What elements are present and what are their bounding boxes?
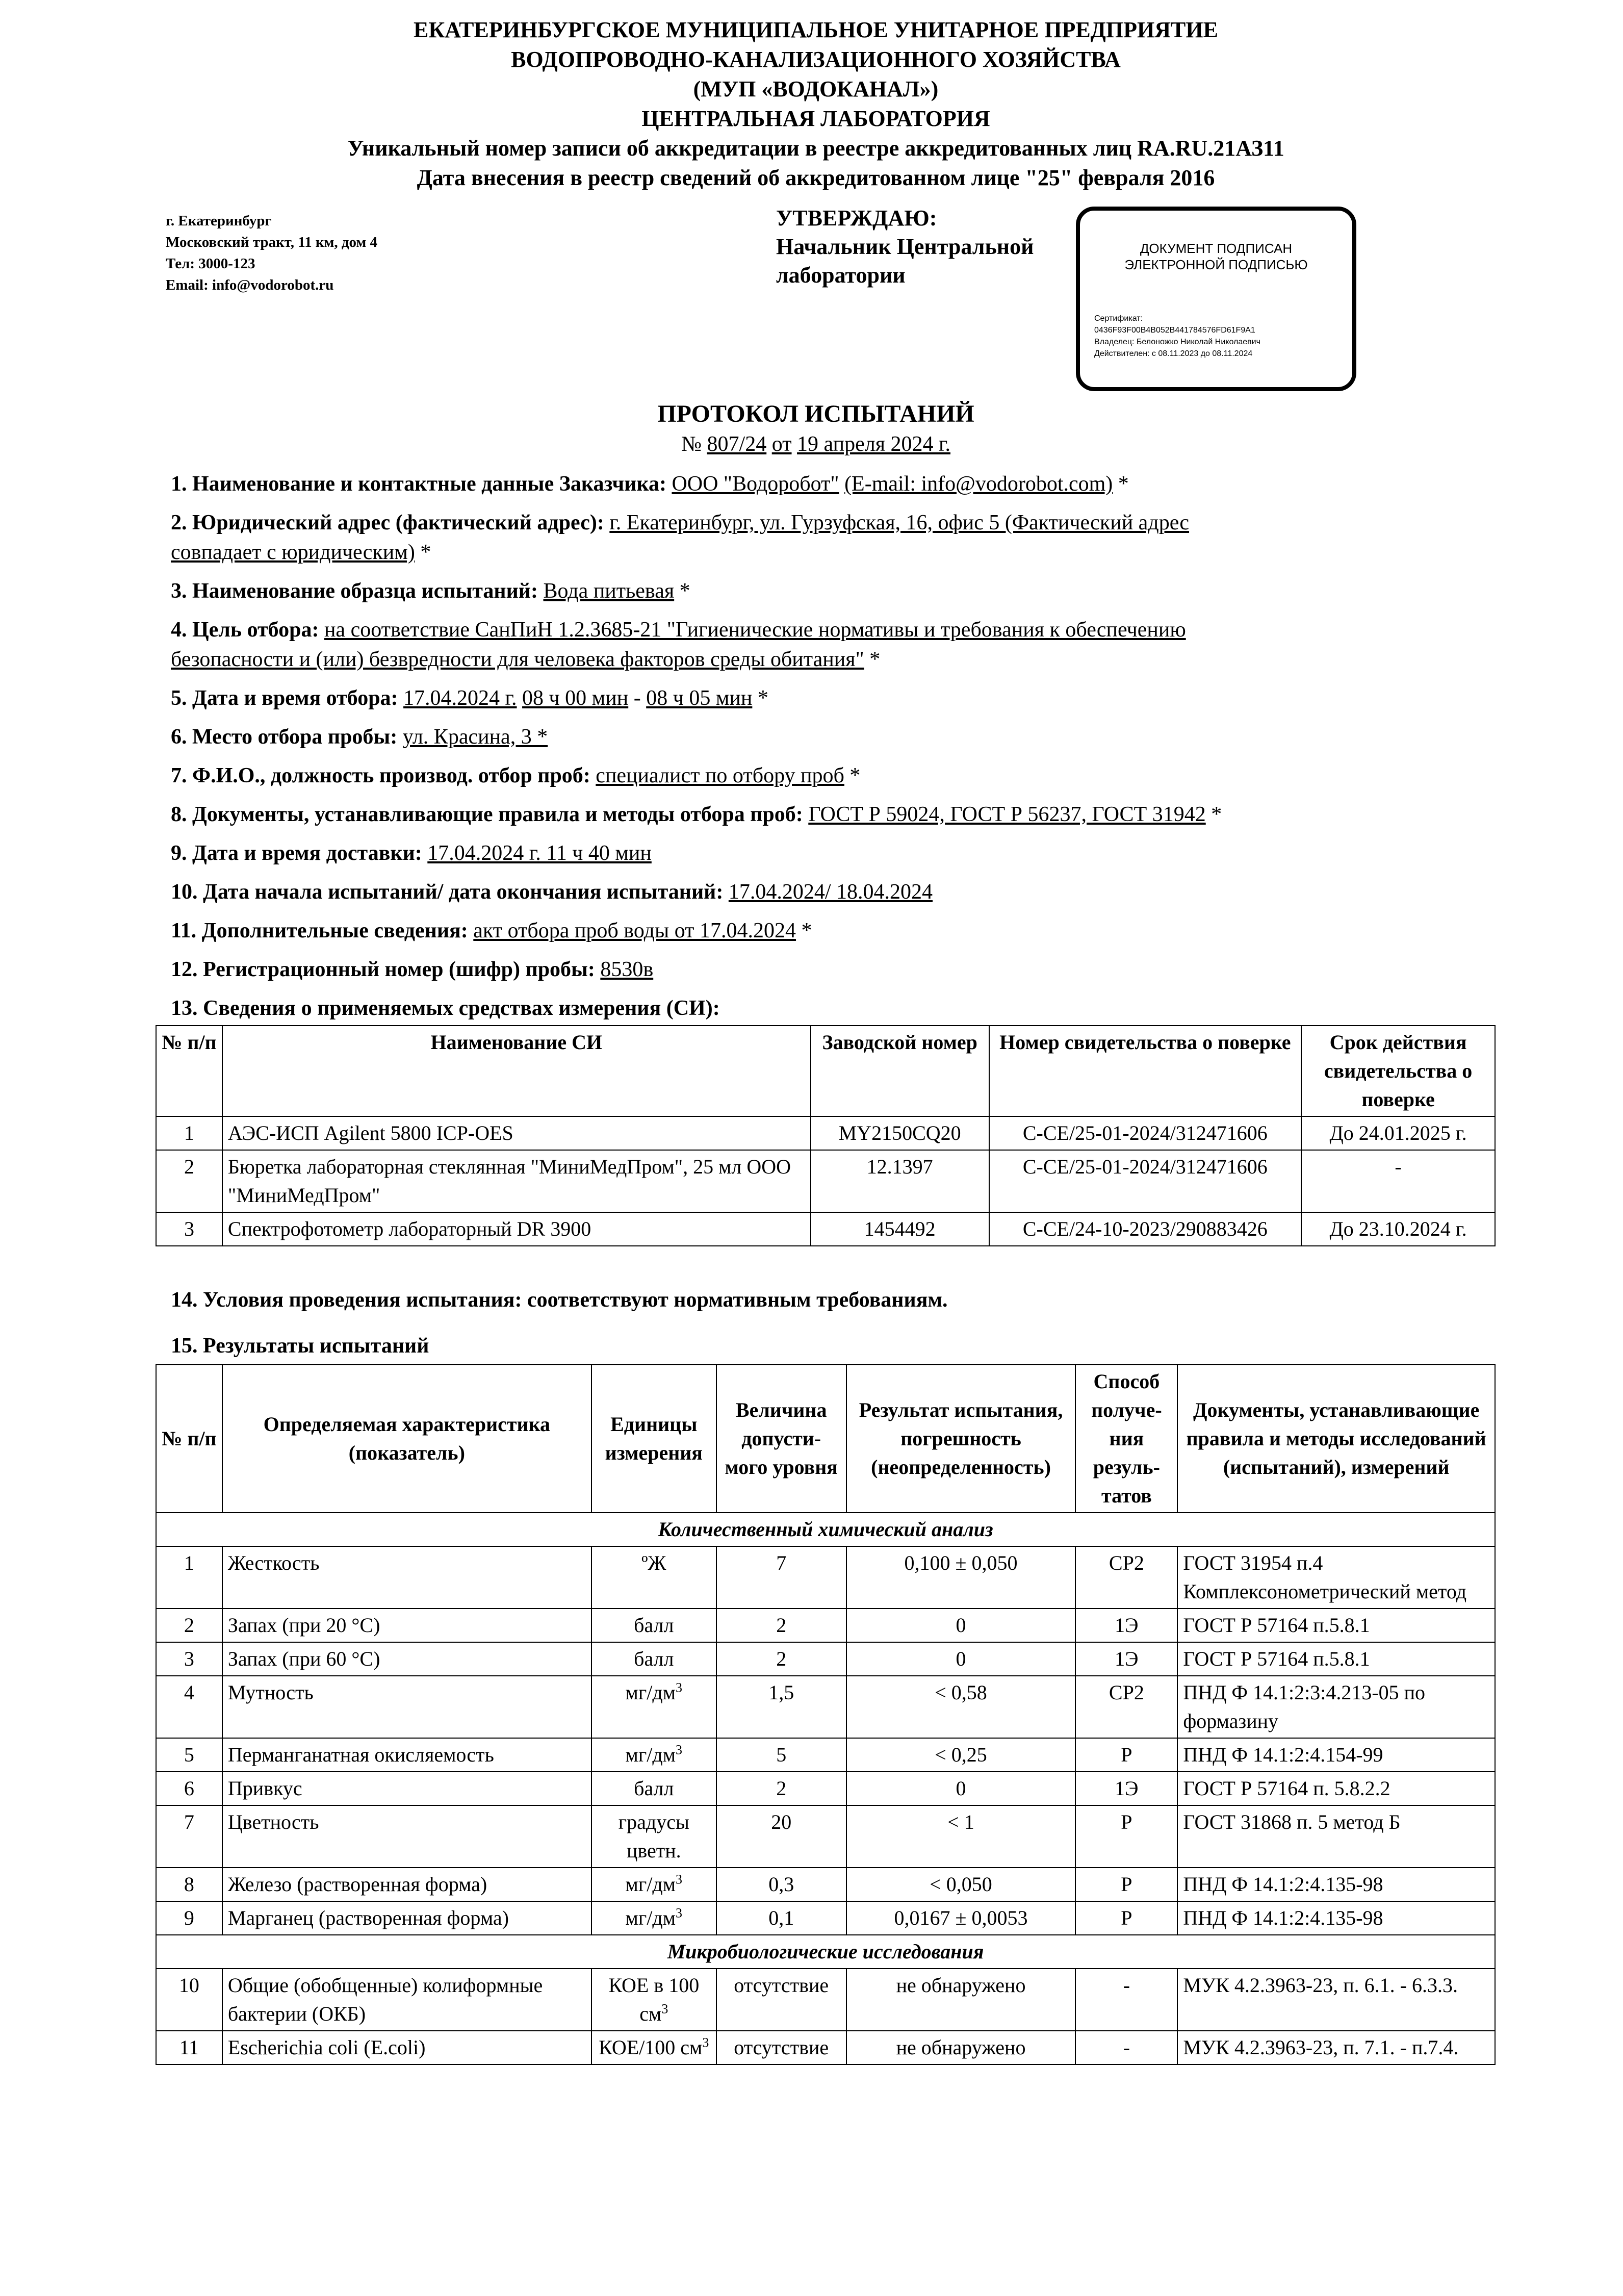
table-row: 1 АЭС-ИСП Agilent 5800 ICP-OES MY2150CQ20 С-СЕ/25-01-2024/312471606 До 24.01.2025 г. [156, 1116, 1495, 1150]
cell-doc: ПНД Ф 14.1:2:3:4.213-05 по формазину [1177, 1676, 1495, 1738]
cell-n: 5 [156, 1738, 222, 1772]
cell-doc: ГОСТ Р 57164 п.5.8.1 [1177, 1609, 1495, 1642]
table-row [156, 1901, 1495, 1935]
cell-result: < 1 [846, 1805, 1076, 1868]
approve-line: Начальник Центральной [776, 234, 1034, 259]
cell-n: 11 [156, 2031, 222, 2064]
address-street: Московский тракт, 11 км, дом 4 [166, 234, 377, 250]
cell-result: 0 [846, 1609, 1076, 1642]
item-sampling-datetime: 5. Дата и время отбора: 17.04.2024 г. 08 ч 00 мин - 08 ч 05 мин * [171, 686, 768, 710]
unit-superscript: 3 [676, 1680, 683, 1695]
cell-result: 0,0167 ± 0,0053 [846, 1901, 1076, 1935]
cell-doc: ГОСТ 31954 п.4 Комплексонометрический метод [1177, 1546, 1495, 1609]
cell-limit: 0,3 [716, 1868, 846, 1901]
cell-unit: балл [591, 1772, 716, 1805]
item-sampling-place: 6. Место отбора пробы: ул. Красина, 3 * [171, 725, 548, 749]
cell-n: 10 [156, 1969, 222, 2031]
cell-method: 1Э [1075, 1642, 1177, 1676]
cell-doc: ПНД Ф 14.1:2:4.135-98 [1177, 1868, 1495, 1901]
cell-name: Escherichia coli (E.coli) [222, 2031, 591, 2064]
column-header: № п/п [156, 1026, 222, 1116]
table-row [156, 1805, 1495, 1868]
item-registration-number: 12. Регистрационный номер (шифр) пробы: 8530в [171, 958, 654, 981]
cell-unit: ºЖ [591, 1546, 716, 1609]
cell-name: Запах (при 60 °С) [222, 1642, 591, 1676]
cell-result: < 0,58 [846, 1676, 1076, 1738]
cell-method: Р [1075, 1738, 1177, 1772]
cell-limit: 20 [716, 1805, 846, 1868]
cell-unit: балл [591, 1642, 716, 1676]
header-line: Дата внесения в реестр сведений об аккредитованном лице "25" февраля 2016 [417, 165, 1215, 190]
header-line: ЦЕНТРАЛЬНАЯ ЛАБОРАТОРИЯ [641, 106, 990, 131]
header-line: (МУП «ВОДОКАНАЛ») [693, 76, 939, 101]
cell-result: < 0,25 [846, 1738, 1076, 1772]
column-header: Величина допусти-мого уровня [716, 1365, 846, 1513]
cell-method: 1Э [1075, 1609, 1177, 1642]
stamp-cert-label: Сертификат: [1094, 314, 1143, 323]
cell-n: 1 [156, 1546, 222, 1609]
item-customer: 1. Наименование и контактные данные Заказчика: ООО "Водоробот" (E-mail: info@vodorobot.com) * [171, 472, 1129, 496]
cell-doc: ГОСТ Р 57164 п.5.8.1 [1177, 1642, 1495, 1676]
item-additional-info: 11. Дополнительные сведения: акт отбора проб воды от 17.04.2024 * [171, 919, 812, 942]
item-delivery: 9. Дата и время доставки: 17.04.2024 г. 11 ч 40 мин [171, 841, 652, 865]
item-sampling-purpose: 4. Цель отбора: на соответствие СанПиН 1.2.3685-21 "Гигиенические нормативы и требования к обеспечению безопасности и (или) безвредности для человека факторов среды обитания" * [171, 618, 1186, 671]
cell-method: Р [1075, 1901, 1177, 1935]
cell-name: Марганец (растворенная форма) [222, 1901, 591, 1935]
lab-address [166, 210, 377, 296]
cell-doc: ПНД Ф 14.1:2:4.135-98 [1177, 1901, 1495, 1935]
table-row [156, 1676, 1495, 1738]
item-legal-address: 2. Юридический адрес (фактический адрес): г. Екатеринбург, ул. Гурзуфская, 16, офис 5 (Фактический адрес совпадает с юридическим) * [171, 511, 1190, 564]
cell-method: СР2 [1075, 1676, 1177, 1738]
column-header: Результат испытания, погрешность (неопределенность) [846, 1365, 1076, 1513]
item-results-heading: 15. Результаты испытаний [171, 1334, 429, 1358]
column-header: Заводской номер [811, 1026, 989, 1116]
cell-method: Р [1075, 1868, 1177, 1901]
table-header-row [156, 1026, 1495, 1116]
cell-name: Привкус [222, 1772, 591, 1805]
cell-n: 8 [156, 1868, 222, 1901]
approve-line: лаборатории [776, 263, 906, 288]
stamp-title: ДОКУМЕНТ ПОДПИСАН ЭЛЕКТРОННОЙ ПОДПИСЬЮ [1124, 241, 1308, 272]
table-header-row [156, 1365, 1495, 1513]
cell-doc: МУК 4.2.3963-23, п. 7.1. - п.7.4. [1177, 2031, 1495, 2064]
e-signature-stamp [1076, 207, 1356, 391]
table-row: 3 Спектрофотометр лабораторный DR 3900 1454492 С-СЕ/24-10-2023/290883426 До 23.10.2024 г. [156, 1212, 1495, 1246]
cell-n: 9 [156, 1901, 222, 1935]
cell-limit: отсутствие [716, 2031, 846, 2064]
cell-name: Железо (растворенная форма) [222, 1868, 591, 1901]
unit-superscript: 3 [676, 1872, 683, 1887]
cell-limit: 5 [716, 1738, 846, 1772]
item-test-conditions: 14. Условия проведения испытания: соответствуют нормативным требованиям. [171, 1288, 948, 1312]
cell-method: - [1075, 1969, 1177, 2031]
cell-result: 0 [846, 1642, 1076, 1676]
cell-name: Перманганатная окисляемость [222, 1738, 591, 1772]
cell-name: Мутность [222, 1676, 591, 1738]
cell-unit: КОЕ в 100 $см^3$ [591, 1969, 716, 2031]
cell-unit: балл [591, 1609, 716, 1642]
cell-result: 0 [846, 1772, 1076, 1805]
item-si-heading: 13. Сведения о применяемых средствах измерения (СИ): [171, 997, 720, 1020]
column-header: Документы, устанавливающие правила и методы исследований (испытаний), измерений [1177, 1365, 1495, 1513]
column-header: Номер свидетельства о поверке [989, 1026, 1302, 1116]
cell-name: Жесткость [222, 1546, 591, 1609]
cell-result: 0,100 ± 0,050 [846, 1546, 1076, 1609]
cell-n: 3 [156, 1642, 222, 1676]
organization-header [153, 15, 1479, 193]
cell-limit: 1,5 [716, 1676, 846, 1738]
protocol-number: № 807/24 от 19 апреля 2024 г. [681, 432, 951, 456]
stamp-cert: 0436F93F00B4B052B441784576FD61F9A1 [1094, 326, 1255, 335]
cell-unit: $мг/дм^3$ [591, 1901, 716, 1935]
approval-block [776, 204, 1034, 290]
cell-unit: $мг/дм^3$ [591, 1868, 716, 1901]
cell-doc: ГОСТ 31868 п. 5 метод Б [1177, 1805, 1495, 1868]
cell-result: < 0,050 [846, 1868, 1076, 1901]
cell-n: 7 [156, 1805, 222, 1868]
address-email: Email: info@vodorobot.ru [166, 277, 334, 293]
stamp-owner: Владелец: Белоножко Николай Николаевич [1094, 338, 1260, 346]
table-row [156, 1772, 1495, 1805]
column-header: Способ получе-ния резуль-татов [1075, 1365, 1177, 1513]
item-sample-name: 3. Наименование образца испытаний: Вода питьевая * [171, 579, 690, 603]
cell-doc: ПНД Ф 14.1:2:4.154-99 [1177, 1738, 1495, 1772]
cell-name: Цветность [222, 1805, 591, 1868]
table-row: 2 Бюретка лабораторная стеклянная "МиниМедПром", 25 мл ООО "МиниМедПром" 12.1397 С-СЕ/25-01-2024/312471606 - [156, 1150, 1495, 1212]
results-table [156, 1364, 1496, 2065]
section-title: Количественный химический анализ [156, 1513, 1495, 1546]
section-row [156, 1513, 1495, 1546]
cell-name: Запах (при 20 °С) [222, 1609, 591, 1642]
unit-superscript: 3 [661, 2001, 668, 2017]
cell-doc: МУК 4.2.3963-23, п. 6.1. - 6.3.3. [1177, 1969, 1495, 2031]
header-line: Уникальный номер записи об аккредитации в реестре аккредитованных лиц RA.RU.21АЗ11 [347, 136, 1284, 161]
cell-method: 1Э [1075, 1772, 1177, 1805]
approve-title: УТВЕРЖДАЮ: [776, 206, 937, 231]
protocol-title-block [153, 399, 1479, 459]
cell-limit: 2 [716, 1772, 846, 1805]
cell-unit: $мг/дм^3$ [591, 1676, 716, 1738]
item-sampling-docs: 8. Документы, устанавливающие правила и методы отбора проб: ГОСТ Р 59024, ГОСТ Р 56237, ГОСТ 31942 * [171, 803, 1222, 826]
column-header: № п/п [156, 1365, 222, 1513]
cell-unit: градусы цветн. [591, 1805, 716, 1868]
address-city: г. Екатеринбург [166, 213, 272, 229]
si-table [156, 1025, 1496, 1246]
cell-result: не обнаружено [846, 1969, 1076, 2031]
header-line: ЕКАТЕРИНБУРГСКОЕ МУНИЦИПАЛЬНОЕ УНИТАРНОЕ ПРЕДПРИЯТИЕ [414, 17, 1218, 42]
cell-n: 6 [156, 1772, 222, 1805]
cell-method: Р [1075, 1805, 1177, 1868]
cell-limit: 2 [716, 1642, 846, 1676]
item-sampler: 7. Ф.И.О., должность производ. отбор проб: специалист по отбору проб * [171, 764, 861, 787]
item-test-dates: 10. Дата начала испытаний/ дата окончания испытаний: 17.04.2024/ 18.04.2024 [171, 880, 933, 904]
table-row [156, 1969, 1495, 2031]
cell-name: Общие (обобщенные) колиформные бактерии (ОКБ) [222, 1969, 591, 2031]
stamp-valid: Действителен: с 08.11.2023 до 08.11.2024 [1094, 349, 1253, 358]
cell-result: не обнаружено [846, 2031, 1076, 2064]
table-row [156, 1738, 1495, 1772]
cell-unit: КОЕ/100 $см^3$ [591, 2031, 716, 2064]
unit-superscript: 3 [676, 1905, 683, 1921]
cell-unit: $мг/дм^3$ [591, 1738, 716, 1772]
column-header: Срок действия свидетельства о поверке [1301, 1026, 1495, 1116]
table-row [156, 1642, 1495, 1676]
cell-method: СР2 [1075, 1546, 1177, 1609]
unit-superscript: 3 [702, 2035, 709, 2050]
table-row [156, 1546, 1495, 1609]
cell-n: 2 [156, 1609, 222, 1642]
header-line: ВОДОПРОВОДНО-КАНАЛИЗАЦИОННОГО ХОЗЯЙСТВА [511, 47, 1121, 72]
cell-method: - [1075, 2031, 1177, 2064]
table-row [156, 2031, 1495, 2064]
table-row [156, 1868, 1495, 1901]
cell-limit: 2 [716, 1609, 846, 1642]
cell-n: 4 [156, 1676, 222, 1738]
cell-limit: 0,1 [716, 1901, 846, 1935]
protocol-title: ПРОТОКОЛ ИСПЫТАНИЙ [657, 400, 974, 427]
table-row [156, 1609, 1495, 1642]
column-header: Единицы измерения [591, 1365, 716, 1513]
unit-superscript: 3 [676, 1742, 683, 1757]
address-phone: Тел: 3000-123 [166, 256, 255, 272]
column-header: Определяемая характеристика (показатель) [222, 1365, 591, 1513]
section-row [156, 1935, 1495, 1969]
cell-doc: ГОСТ Р 57164 п. 5.8.2.2 [1177, 1772, 1495, 1805]
column-header: Наименование СИ [222, 1026, 811, 1116]
stamp-details [1094, 313, 1260, 360]
cell-limit: отсутствие [716, 1969, 846, 2031]
cell-limit: 7 [716, 1546, 846, 1609]
section-title: Микробиологические исследования [156, 1935, 1495, 1969]
